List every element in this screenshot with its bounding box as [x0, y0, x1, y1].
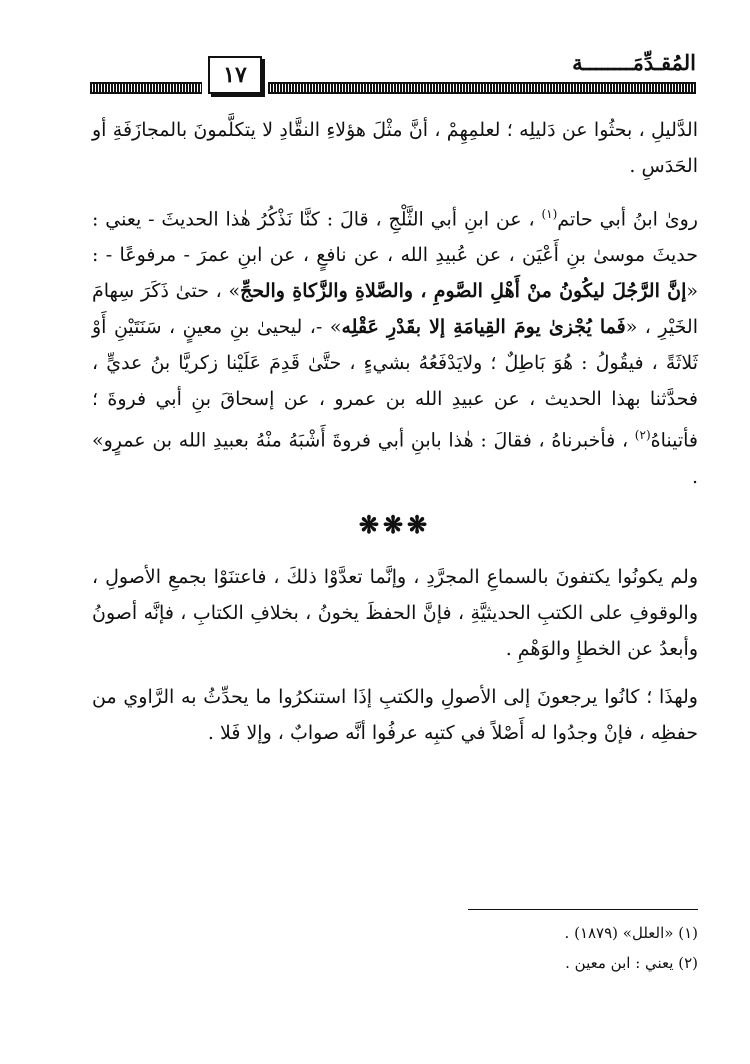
page-number: ١٧	[208, 56, 262, 94]
text-segment: الدَّليلِ ، بحثُوا عن دَليلِه ؛ لعلمِهِمْ ، أنَّ مثْلَ هؤلاءِ النقَّادِ لا يتكلَّمونَ بالمجازَفَةِ أو الحَدَسِ .	[92, 119, 698, 177]
text-segment: » -، ليحيىٰ بنِ معينٍ ، سَنَتَيْنِ أَوْ ثَلاثَةً ، فيقُولُ : هُوَ بَاطِلٌ ؛ ولايَدْفَعُهُ بشيءٍ ، حتَّىٰ قَدِمَ عَلَيْنا زكريَّا بنُ عديٍّ ، فحدَّثنا بهذا الحديث ، عن عبيدِ الله بن عمرو ، عن إسحاقَ بنِ أبي فروةَ ؛ فأتيناهُ	[92, 316, 698, 452]
header-rule-left	[90, 82, 202, 94]
footnotes	[78, 918, 698, 978]
paragraph	[92, 679, 698, 751]
paragraphs-before	[92, 112, 698, 495]
text-segment: » ، حتىٰ ذَكَرَ سِهامَ الخَيْرِ ، «	[92, 280, 698, 339]
paragraph	[92, 559, 698, 667]
running-title: المُقـدِّمَــــــــة	[572, 50, 696, 75]
header-rule-right	[268, 82, 696, 94]
text-segment: إنَّ الرَّجُلَ ليكُونُ منْ أَهْلِ الصَّومِ ، والصَّلاةِ والزَّكاةِ والحجِّ	[240, 280, 687, 303]
page-header	[90, 44, 696, 100]
paragraphs-after	[92, 559, 698, 751]
paragraph	[92, 112, 698, 184]
footnote-rule	[468, 909, 698, 910]
footnote-1: (١) «العلل» (١٨٧٩) .	[564, 924, 698, 942]
main-text	[92, 112, 698, 763]
text-segment: فَما يُجْزىٰ يومَ القِيامَةِ إلا بقَدْرِ عَقْلِه	[341, 316, 626, 339]
text-segment: ولم يكونُوا يكتفونَ بالسماعِ المجرَّدِ ، وإنَّما تعدَّوْا ذلكَ ، فاعتنَوْا بجمعِ الأصولِ ، والوقوفِ على الكتبِ الحديثيَّةِ ، فإنَّ الحفظَ يخونُ ، بخلافِ الكتابِ ، فإنَّه أصونُ وأبعدُ عن الخطإِ والوَهْمِ .	[92, 565, 698, 660]
text-segment: ، فأخبرناهُ ، فقالَ : هٰذا بابنِ أبي فروةَ أَشْبَهُ منْهُ بعبيدِ الله بن عمرٍو» .	[92, 429, 698, 488]
footnote-2: (٢) يعني : ابن معين .	[565, 954, 698, 972]
footnote-reference: (١)	[541, 207, 558, 221]
text-segment: ولهذَا ؛ كانُوا يرجعونَ إلى الأصولِ والكتبِ إذَا استنكرُوا ما يحدِّثُ به الرَّاوي من حفظِه ، فإنْ وجدُوا له أَصْلاً في كتبِه عرفُوا أنَّه صوابٌ ، وإلا فَلا .	[92, 685, 698, 744]
text-segment: ، عن ابنِ أبي الثَّلْجِ ، قالَ : كنَّا نَذْكُرُ هٰذا الحديثَ - يعني : حديثَ موسىٰ بنِ أَعْيَن ، عن عُبيدِ الله ، عن نافعٍ ، عن ابنِ عمرَ - مرفوعًا - : «	[92, 208, 699, 303]
footnote-reference: (٢)	[634, 428, 651, 443]
section-separator: ❋❋❋	[358, 509, 432, 539]
text-segment: روىٰ ابنُ أبي حاتم	[557, 208, 698, 231]
paragraph	[92, 196, 698, 495]
